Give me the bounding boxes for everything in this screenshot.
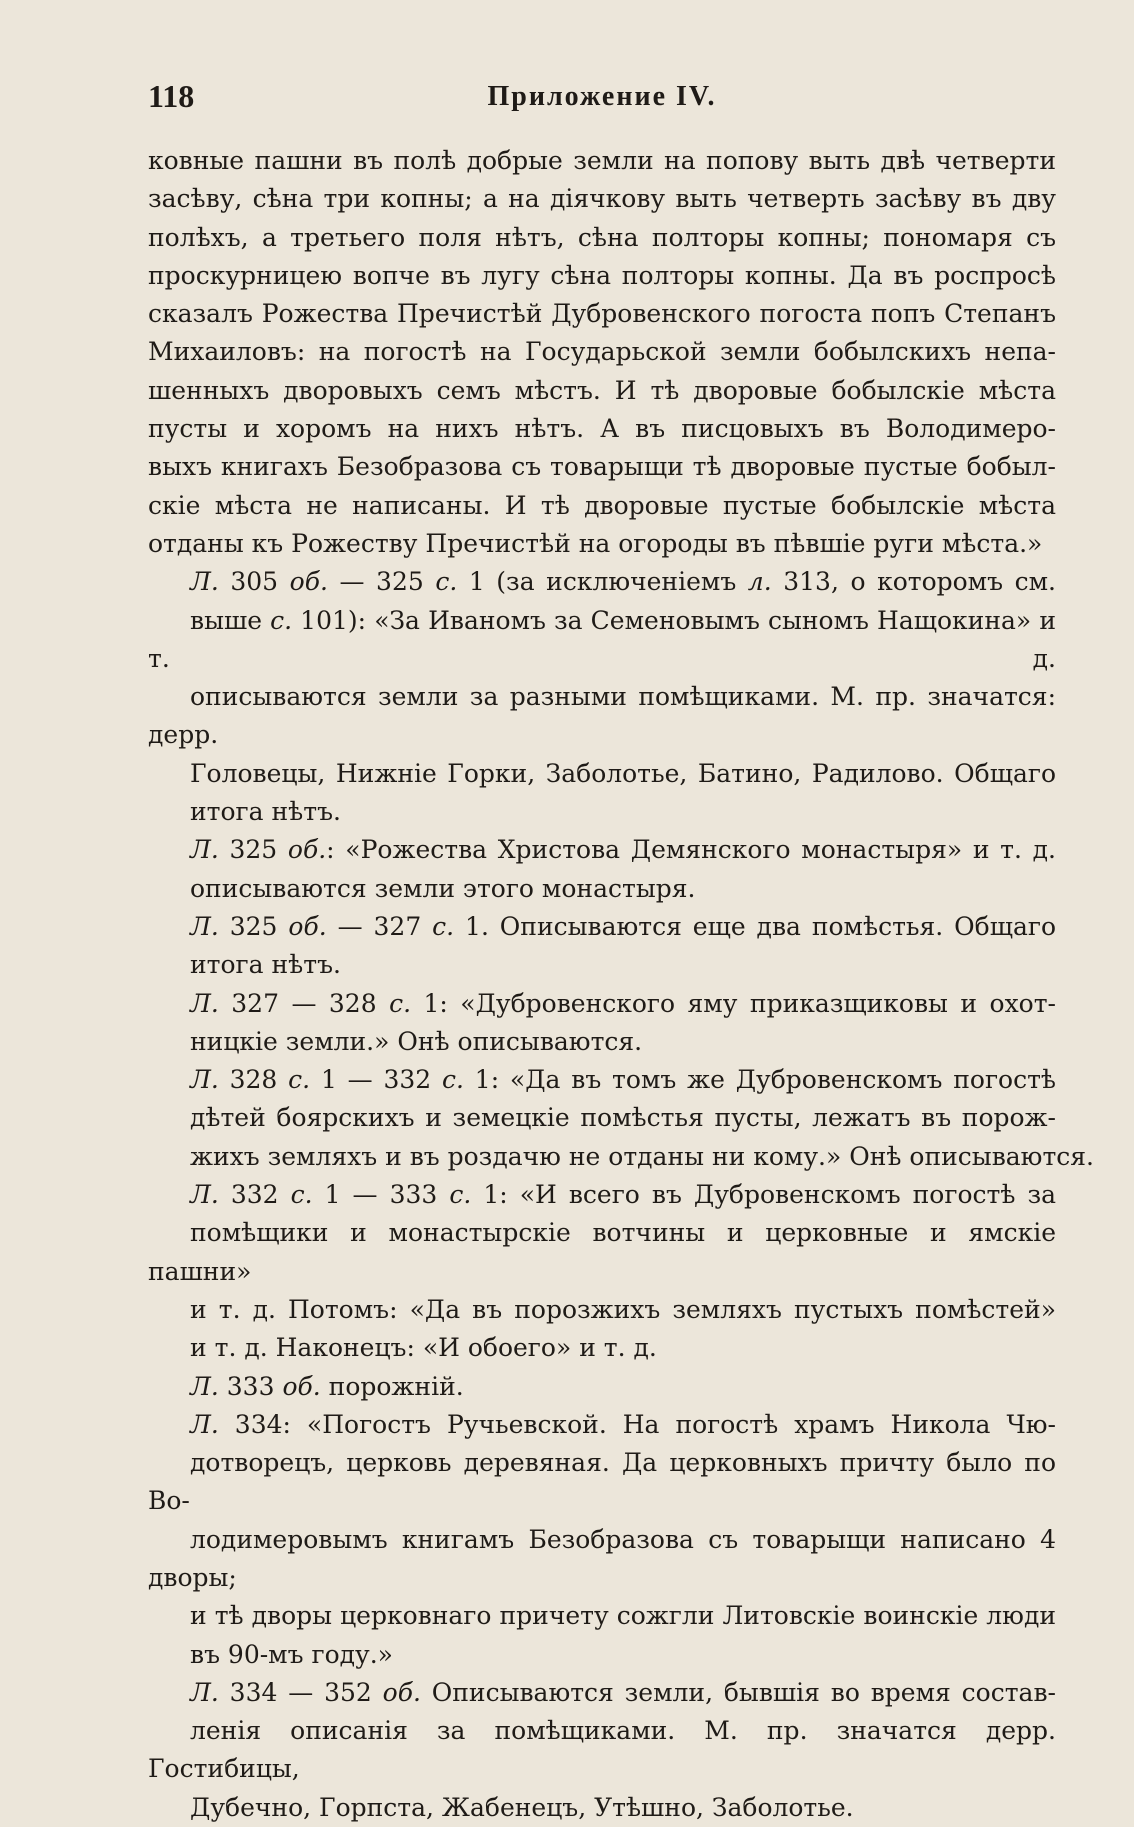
text-line: выхъ книгахъ Безобразова съ товарыщи тѣ дворовые пустые бобыл-	[148, 452, 1056, 482]
text-line: полѣхъ, а третьего поля нѣтъ, сѣна полторы копны; пономаря съ	[148, 222, 1056, 252]
text-line: скіе мѣста не написаны. И тѣ дворовые пустые бобылскіе мѣста	[148, 490, 1056, 520]
text-line: отданы къ Рожеству Пречистѣй на огороды въ пѣвшіе руги мѣста.»	[148, 528, 1043, 558]
paragraph	[148, 831, 1056, 908]
body-text	[148, 142, 1094, 1827]
paragraph	[148, 1176, 1056, 1367]
text-line: ленія описанія за помѣщиками. М. пр. значатся дерр. Гостибицы,	[148, 1716, 1056, 1784]
text-line: пусты и хоромъ на нихъ нѣтъ. А въ писцовыхъ въ Володимеро-	[148, 414, 1056, 444]
text-line: Л. 334: «Погостъ Ручьевской. На погостѣ храмъ Никола Чю-	[190, 1409, 1056, 1439]
text-line: Л. 327 — 328 с. 1: «Дубровенского яму приказщиковы и охот-	[190, 988, 1056, 1018]
text-line: въ 90-мъ году.»	[190, 1639, 393, 1669]
text-line: сказалъ Рожества Пречистѣй Дубровенского погоста попъ Степанъ	[148, 299, 1056, 329]
text-line: лодимеровымъ книгамъ Безобразова съ товарыщи написано 4 дворы;	[148, 1524, 1056, 1592]
text-line: Л. 325 об.: «Рожества Христова Демянского монастыря» и т. д.	[190, 835, 1056, 865]
text-line: помѣщики и монастырскіе вотчины и церковные и ямскіе пашни»	[148, 1218, 1056, 1286]
text-line: Дубечно, Горпста, Жабенецъ, Утѣшно, Заболотье.	[190, 1792, 854, 1822]
text-line: Л. 305 об. — 325 с. 1 (за исключеніемъ л. 313, о которомъ см.	[190, 567, 1056, 597]
text-line: итога нѣтъ.	[190, 950, 341, 980]
text-line: дотворецъ, церковь деревяная. Да церковныхъ причту было по Во-	[148, 1448, 1056, 1516]
text-line: Л. 332 с. 1 — 333 с. 1: «И всего въ Дубровенскомъ погостѣ за	[190, 1180, 1056, 1210]
text-line: итога нѣтъ.	[190, 797, 341, 827]
text-line: Михаиловъ: на погостѣ на Государьской земли бобылскихъ непа-	[148, 337, 1056, 367]
text-line: жихъ земляхъ и въ роздачю не отданы ни кому.» Онѣ описываются.	[190, 1141, 1094, 1171]
text-line: шенныхъ дворовыхъ семъ мѣстъ. И тѣ дворовые бобылскіе мѣста	[148, 375, 1056, 405]
page-header	[148, 78, 1056, 118]
paragraph	[148, 563, 1056, 831]
text-line: Л. 328 с. 1 — 332 с. 1: «Да въ томъ же Дубровенскомъ погостѣ	[190, 1065, 1056, 1095]
text-line: дѣтей боярскихъ и земецкіе помѣстья пусты, лежатъ въ порож-	[190, 1103, 1056, 1133]
paragraph	[148, 1368, 1056, 1406]
page-number: 118	[148, 78, 195, 114]
text-line: ковные пашни въ полѣ добрые земли на попову выть двѣ четверти	[148, 146, 1056, 175]
text-line: и т. д. Наконецъ: «И обоего» и т. д.	[190, 1333, 657, 1363]
text-line: выше с. 101): «За Иваномъ за Семеновымъ сыномъ Нащокина» и т. д.	[148, 605, 1056, 673]
text-line: Л. 333 об. порожній.	[190, 1371, 464, 1401]
text-line: Головецы, Нижніе Горки, Заболотье, Батино, Радилово. Общаго	[190, 758, 1056, 788]
text-line: ницкіе земли.» Онѣ описываются.	[190, 1026, 643, 1056]
paragraph	[148, 1061, 1094, 1176]
text-line: Л. 334 — 352 об. Описываются земли, бывшія во время состав-	[190, 1677, 1056, 1707]
text-line: и тѣ дворы церковнаго причету сожгли Литовскіе воинскіе люди	[190, 1601, 1056, 1631]
paragraph	[148, 1674, 1056, 1827]
paragraph	[148, 142, 1056, 563]
paragraph	[148, 985, 1056, 1062]
text-line: Л. 325 об. — 327 с. 1. Описываются еще два помѣстья. Общаго	[190, 911, 1057, 941]
text-line: засѣву, сѣна три копны; а на діячкову выть четверть засѣву въ дву	[148, 184, 1056, 214]
paragraph	[148, 908, 1056, 985]
running-title: Приложение IV.	[487, 81, 717, 112]
paragraph	[148, 1406, 1056, 1674]
text-line: проскурницею вопче въ лугу сѣна полторы копны. Да въ роспросѣ	[148, 260, 1056, 290]
text-line: описываются земли за разными помѣщиками. М. пр. значатся: дерр.	[148, 682, 1056, 750]
text-line: и т. д. Потомъ: «Да въ порозжихъ земляхъ пустыхъ помѣстей»	[190, 1294, 1056, 1324]
text-line: описываются земли этого монастыря.	[190, 873, 696, 903]
